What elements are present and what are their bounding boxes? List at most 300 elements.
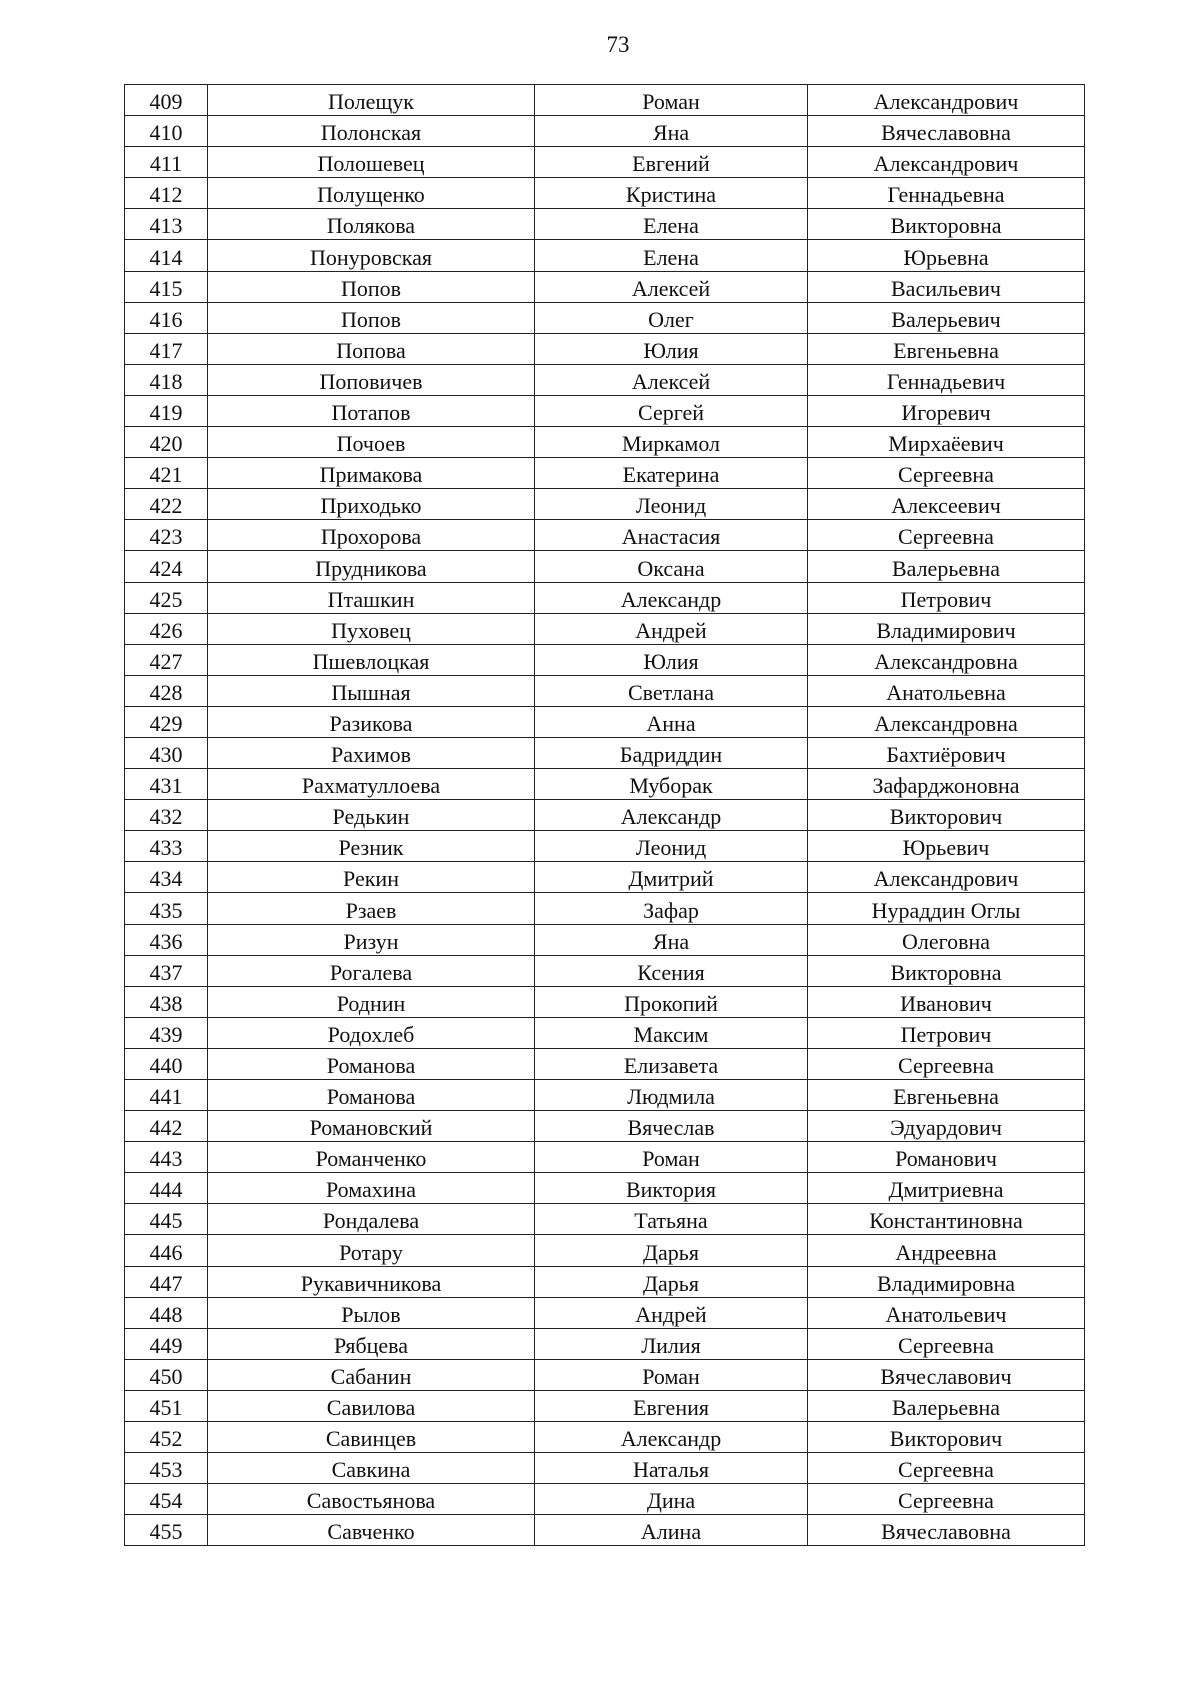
surname-cell-text: Рукавичникова xyxy=(300,1270,442,1296)
first-name-cell-text: Леонид xyxy=(635,835,707,861)
surname-cell xyxy=(208,147,535,178)
patronymic-cell-text: Вячеславович xyxy=(880,1363,1012,1389)
first-name-cell xyxy=(535,395,808,426)
first-name-cell xyxy=(535,271,808,302)
row-number-cell-text: 433 xyxy=(149,835,183,861)
patronymic-cell-text: Романович xyxy=(895,1146,997,1172)
table-row xyxy=(125,458,1085,489)
patronymic-cell-text: Александрович xyxy=(873,866,1019,892)
first-name-cell xyxy=(535,582,808,613)
surname-cell-text: Романченко xyxy=(315,1146,427,1172)
row-number-cell-text: 446 xyxy=(149,1239,183,1265)
patronymic-cell-text: Эдуардович xyxy=(890,1115,1002,1141)
surname-cell-text: Пышная xyxy=(331,679,411,705)
table-row xyxy=(125,1080,1085,1111)
surname-cell-text: Пуховец xyxy=(331,617,411,643)
first-name-cell-text: Дмитрий xyxy=(628,866,714,892)
surname-cell-text: Рылов xyxy=(341,1301,401,1327)
row-number-cell xyxy=(125,582,208,613)
patronymic-cell xyxy=(808,427,1085,458)
first-name-cell xyxy=(535,986,808,1017)
table-row xyxy=(125,862,1085,893)
table-row xyxy=(125,1515,1085,1546)
row-number-cell-text: 444 xyxy=(149,1177,183,1203)
row-number-cell-text: 455 xyxy=(149,1519,183,1545)
patronymic-cell-text: Юрьевна xyxy=(903,244,989,270)
first-name-cell-text: Оксана xyxy=(637,555,705,581)
surname-cell-text: Савкина xyxy=(331,1457,411,1483)
first-name-cell-text: Ксения xyxy=(637,959,705,985)
row-number-cell xyxy=(125,1235,208,1266)
patronymic-cell-text: Константиновна xyxy=(869,1208,1023,1234)
surname-cell xyxy=(208,1142,535,1173)
first-name-cell-text: Александр xyxy=(620,1426,722,1452)
patronymic-cell xyxy=(808,613,1085,644)
first-name-cell-text: Зафар xyxy=(643,897,699,923)
patronymic-cell xyxy=(808,364,1085,395)
patronymic-cell-text: Евгеньевна xyxy=(893,1084,999,1110)
table-row xyxy=(125,1484,1085,1515)
patronymic-cell-text: Сергеевна xyxy=(898,524,994,550)
row-number-cell xyxy=(125,427,208,458)
row-number-cell xyxy=(125,1453,208,1484)
surname-cell xyxy=(208,737,535,768)
patronymic-cell xyxy=(808,520,1085,551)
patronymic-cell-text: Викторовна xyxy=(890,213,1002,239)
patronymic-cell-text: Петрович xyxy=(900,586,992,612)
row-number-cell-text: 410 xyxy=(149,120,183,146)
row-number-cell-text: 439 xyxy=(149,1021,183,1047)
surname-cell-text: Понуровская xyxy=(310,244,432,270)
first-name-cell-text: Лилия xyxy=(641,1332,701,1358)
first-name-cell xyxy=(535,831,808,862)
surname-cell-text: Рзаев xyxy=(345,897,397,923)
table-row xyxy=(125,1453,1085,1484)
surname-cell xyxy=(208,769,535,800)
patronymic-cell-text: Викторович xyxy=(889,804,1003,830)
first-name-cell-text: Олег xyxy=(648,306,694,332)
patronymic-cell-text: Александрович xyxy=(873,151,1019,177)
row-number-cell-text: 421 xyxy=(149,462,183,488)
patronymic-cell xyxy=(808,1173,1085,1204)
row-number-cell xyxy=(125,706,208,737)
first-name-cell xyxy=(535,520,808,551)
surname-cell xyxy=(208,644,535,675)
first-name-cell-text: Роман xyxy=(642,89,700,115)
surname-cell xyxy=(208,240,535,271)
surname-cell xyxy=(208,1235,535,1266)
surname-cell-text: Редькин xyxy=(332,804,410,830)
table-row xyxy=(125,986,1085,1017)
surname-cell xyxy=(208,1173,535,1204)
row-number-cell xyxy=(125,1297,208,1328)
first-name-cell-text: Наталья xyxy=(632,1457,710,1483)
surname-cell xyxy=(208,1017,535,1048)
patronymic-cell xyxy=(808,489,1085,520)
first-name-cell xyxy=(535,1080,808,1111)
surname-cell xyxy=(208,1484,535,1515)
surname-cell-text: Полущенко xyxy=(317,182,425,208)
patronymic-cell xyxy=(808,644,1085,675)
table-row xyxy=(125,1142,1085,1173)
patronymic-cell xyxy=(808,1484,1085,1515)
first-name-cell xyxy=(535,209,808,240)
surname-cell xyxy=(208,427,535,458)
first-name-cell-text: Андрей xyxy=(635,1301,707,1327)
first-name-cell xyxy=(535,364,808,395)
patronymic-cell-text: Геннадьевич xyxy=(886,368,1006,394)
row-number-cell-text: 424 xyxy=(149,555,183,581)
table-row xyxy=(125,893,1085,924)
surname-cell-text: Потапов xyxy=(331,400,411,426)
first-name-cell xyxy=(535,644,808,675)
row-number-cell-text: 425 xyxy=(149,586,183,612)
patronymic-cell-text: Валерьевна xyxy=(891,1395,1001,1421)
row-number-cell-text: 445 xyxy=(149,1208,183,1234)
first-name-cell xyxy=(535,737,808,768)
row-number-cell-text: 423 xyxy=(149,524,183,550)
row-number-cell xyxy=(125,395,208,426)
row-number-cell xyxy=(125,1484,208,1515)
surname-cell-text: Романова xyxy=(326,1053,416,1078)
first-name-cell xyxy=(535,333,808,364)
first-name-cell xyxy=(535,1142,808,1173)
surname-cell-text: Рябцева xyxy=(333,1332,409,1358)
table-row xyxy=(125,1328,1085,1359)
surname-cell-text: Рахимов xyxy=(330,742,412,768)
table-row xyxy=(125,1297,1085,1328)
table-row xyxy=(125,1359,1085,1390)
row-number-cell xyxy=(125,333,208,364)
row-number-cell xyxy=(125,85,208,116)
table-row xyxy=(125,116,1085,147)
surname-cell xyxy=(208,706,535,737)
row-number-cell-text: 436 xyxy=(149,928,183,954)
surname-cell-text: Савченко xyxy=(327,1519,415,1545)
row-number-cell xyxy=(125,644,208,675)
first-name-cell-text: Андрей xyxy=(635,617,707,643)
row-number-cell-text: 416 xyxy=(149,306,183,332)
row-number-cell xyxy=(125,302,208,333)
first-name-cell-text: Юлия xyxy=(643,648,699,674)
surname-cell xyxy=(208,1048,535,1079)
patronymic-cell xyxy=(808,1453,1085,1484)
table-row xyxy=(125,520,1085,551)
table-row xyxy=(125,706,1085,737)
table-row xyxy=(125,1017,1085,1048)
surname-cell-text: Приходько xyxy=(320,493,422,519)
patronymic-cell xyxy=(808,675,1085,706)
surname-cell xyxy=(208,116,535,147)
row-number-cell-text: 452 xyxy=(149,1426,183,1452)
patronymic-cell xyxy=(808,551,1085,582)
patronymic-cell-text: Петрович xyxy=(900,1021,992,1047)
first-name-cell xyxy=(535,178,808,209)
first-name-cell-text: Виктория xyxy=(625,1177,717,1203)
surname-cell xyxy=(208,675,535,706)
table-row xyxy=(125,333,1085,364)
first-name-cell xyxy=(535,706,808,737)
patronymic-cell xyxy=(808,706,1085,737)
patronymic-cell xyxy=(808,1359,1085,1390)
first-name-cell xyxy=(535,1359,808,1390)
table-row xyxy=(125,582,1085,613)
row-number-cell xyxy=(125,520,208,551)
row-number-cell-text: 438 xyxy=(149,990,183,1016)
table-row xyxy=(125,1204,1085,1235)
patronymic-cell xyxy=(808,862,1085,893)
patronymic-cell xyxy=(808,893,1085,924)
surname-cell-text: Роднин xyxy=(336,990,406,1016)
patronymic-cell-text: Дмитриевна xyxy=(888,1177,1004,1203)
first-name-cell xyxy=(535,1515,808,1546)
surname-cell xyxy=(208,209,535,240)
row-number-cell xyxy=(125,769,208,800)
surname-cell xyxy=(208,364,535,395)
patronymic-cell xyxy=(808,271,1085,302)
row-number-cell xyxy=(125,1422,208,1453)
row-number-cell-text: 442 xyxy=(149,1115,183,1141)
surname-cell xyxy=(208,178,535,209)
surname-cell-text: Полещук xyxy=(328,89,414,115)
table-row xyxy=(125,1235,1085,1266)
surname-cell xyxy=(208,955,535,986)
first-name-cell xyxy=(535,116,808,147)
patronymic-cell xyxy=(808,831,1085,862)
surname-cell xyxy=(208,1080,535,1111)
patronymic-cell-text: Викторовна xyxy=(890,959,1002,985)
table-row xyxy=(125,675,1085,706)
patronymic-cell-text: Иванович xyxy=(900,990,992,1016)
table-row xyxy=(125,364,1085,395)
patronymic-cell-text: Бахтиёрович xyxy=(886,742,1006,768)
first-name-cell xyxy=(535,1111,808,1142)
row-number-cell-text: 411 xyxy=(149,151,183,177)
row-number-cell xyxy=(125,489,208,520)
patronymic-cell-text: Сергеевна xyxy=(898,1488,994,1514)
first-name-cell-text: Дина xyxy=(646,1488,696,1514)
row-number-cell xyxy=(125,178,208,209)
patronymic-cell-text: Игоревич xyxy=(901,400,991,426)
table-row xyxy=(125,955,1085,986)
patronymic-cell xyxy=(808,955,1085,986)
surname-cell-text: Попов xyxy=(340,306,402,332)
first-name-cell xyxy=(535,862,808,893)
row-number-cell-text: 429 xyxy=(149,710,183,736)
row-number-cell xyxy=(125,458,208,489)
surname-cell xyxy=(208,893,535,924)
first-name-cell-text: Максим xyxy=(633,1021,709,1047)
row-number-cell-text: 451 xyxy=(149,1395,183,1421)
row-number-cell xyxy=(125,1204,208,1235)
surname-cell-text: Ротару xyxy=(339,1239,403,1265)
first-name-cell xyxy=(535,1235,808,1266)
patronymic-cell-text: Сергеевна xyxy=(898,1457,994,1483)
surname-cell xyxy=(208,986,535,1017)
row-number-cell-text: 454 xyxy=(149,1488,183,1514)
row-number-cell-text: 412 xyxy=(149,182,183,208)
table-row xyxy=(125,240,1085,271)
surname-cell-text: Родохлеб xyxy=(327,1021,415,1047)
first-name-cell xyxy=(535,458,808,489)
names-table xyxy=(124,84,1085,1546)
patronymic-cell xyxy=(808,924,1085,955)
surname-cell-text: Резник xyxy=(338,835,404,861)
patronymic-cell-text: Сергеевна xyxy=(898,462,994,488)
patronymic-cell-text: Зафарджоновна xyxy=(872,773,1020,799)
surname-cell-text: Разикова xyxy=(329,710,413,736)
patronymic-cell xyxy=(808,1111,1085,1142)
surname-cell-text: Примакова xyxy=(319,462,423,488)
first-name-cell xyxy=(535,1204,808,1235)
surname-cell xyxy=(208,1453,535,1484)
row-number-cell-text: 420 xyxy=(149,431,183,457)
row-number-cell-text: 427 xyxy=(149,648,183,674)
surname-cell xyxy=(208,831,535,862)
row-number-cell xyxy=(125,1080,208,1111)
table-row xyxy=(125,1266,1085,1297)
first-name-cell xyxy=(535,1048,808,1079)
row-number-cell xyxy=(125,1173,208,1204)
table-row xyxy=(125,395,1085,426)
first-name-cell-text: Миркамол xyxy=(621,431,721,457)
surname-cell-text: Романова xyxy=(326,1084,416,1110)
first-name-cell-text: Екатерина xyxy=(622,462,720,488)
first-name-cell-text: Роман xyxy=(642,1146,700,1172)
first-name-cell xyxy=(535,1266,808,1297)
row-number-cell xyxy=(125,1048,208,1079)
surname-cell-text: Ризун xyxy=(343,928,399,954)
surname-cell xyxy=(208,582,535,613)
row-number-cell xyxy=(125,240,208,271)
surname-cell xyxy=(208,800,535,831)
first-name-cell xyxy=(535,893,808,924)
surname-cell xyxy=(208,520,535,551)
surname-cell xyxy=(208,1422,535,1453)
patronymic-cell-text: Анатольевич xyxy=(885,1301,1007,1327)
first-name-cell xyxy=(535,427,808,458)
first-name-cell-text: Елена xyxy=(643,244,699,270)
first-name-cell-text: Яна xyxy=(652,120,690,146)
row-number-cell xyxy=(125,1328,208,1359)
row-number-cell xyxy=(125,147,208,178)
row-number-cell-text: 447 xyxy=(149,1270,183,1296)
first-name-cell-text: Роман xyxy=(642,1363,700,1389)
first-name-cell-text: Юлия xyxy=(643,337,699,363)
first-name-cell-text: Сергей xyxy=(638,400,704,426)
surname-cell xyxy=(208,1390,535,1421)
row-number-cell xyxy=(125,551,208,582)
surname-cell-text: Полонская xyxy=(320,120,422,146)
surname-cell-text: Прудникова xyxy=(315,555,427,581)
first-name-cell-text: Людмила xyxy=(627,1084,715,1110)
row-number-cell-text: 443 xyxy=(149,1146,183,1172)
patronymic-cell xyxy=(808,1266,1085,1297)
patronymic-cell-text: Владимировна xyxy=(876,1270,1015,1296)
surname-cell-text: Рекин xyxy=(343,866,399,892)
patronymic-cell-text: Евгеньевна xyxy=(893,337,999,363)
row-number-cell xyxy=(125,1359,208,1390)
first-name-cell-text: Евгений xyxy=(632,151,710,177)
patronymic-cell-text: Вячеславовна xyxy=(881,1519,1011,1545)
patronymic-cell-text: Юрьевич xyxy=(902,835,990,861)
patronymic-cell-text: Александровна xyxy=(874,710,1018,736)
surname-cell-text: Рогалева xyxy=(329,959,413,985)
patronymic-cell xyxy=(808,1204,1085,1235)
row-number-cell-text: 449 xyxy=(149,1332,183,1358)
patronymic-cell xyxy=(808,1390,1085,1421)
row-number-cell-text: 450 xyxy=(149,1363,183,1389)
row-number-cell-text: 418 xyxy=(149,368,183,394)
table-row xyxy=(125,1390,1085,1421)
surname-cell xyxy=(208,924,535,955)
patronymic-cell-text: Васильевич xyxy=(891,275,1001,301)
first-name-cell-text: Дарья xyxy=(643,1270,699,1296)
patronymic-cell xyxy=(808,1142,1085,1173)
table-row xyxy=(125,209,1085,240)
row-number-cell xyxy=(125,1111,208,1142)
table-row xyxy=(125,271,1085,302)
row-number-cell-text: 417 xyxy=(149,337,183,363)
surname-cell-text: Пшевлоцкая xyxy=(312,648,430,674)
row-number-cell-text: 448 xyxy=(149,1301,183,1327)
patronymic-cell xyxy=(808,1328,1085,1359)
first-name-cell xyxy=(535,1173,808,1204)
surname-cell-text: Рахматуллоева xyxy=(301,773,441,799)
surname-cell xyxy=(208,1328,535,1359)
surname-cell xyxy=(208,302,535,333)
first-name-cell xyxy=(535,1422,808,1453)
first-name-cell-text: Леонид xyxy=(635,493,707,519)
surname-cell xyxy=(208,1515,535,1546)
table-row xyxy=(125,302,1085,333)
row-number-cell xyxy=(125,737,208,768)
table-row xyxy=(125,1422,1085,1453)
first-name-cell-text: Дарья xyxy=(643,1239,699,1265)
row-number-cell-text: 413 xyxy=(149,213,183,239)
table-row xyxy=(125,178,1085,209)
surname-cell-text: Попов xyxy=(340,275,402,301)
surname-cell xyxy=(208,1204,535,1235)
first-name-cell xyxy=(535,1017,808,1048)
row-number-cell-text: 435 xyxy=(149,897,183,923)
first-name-cell-text: Анастасия xyxy=(621,524,721,550)
row-number-cell-text: 437 xyxy=(149,959,183,985)
row-number-cell-text: 430 xyxy=(149,742,183,768)
patronymic-cell xyxy=(808,986,1085,1017)
patronymic-cell-text: Вячеславовна xyxy=(881,120,1011,146)
first-name-cell-text: Муборак xyxy=(629,773,713,799)
row-number-cell xyxy=(125,675,208,706)
surname-cell xyxy=(208,1111,535,1142)
first-name-cell xyxy=(535,675,808,706)
patronymic-cell xyxy=(808,1017,1085,1048)
table-row xyxy=(125,800,1085,831)
patronymic-cell xyxy=(808,737,1085,768)
first-name-cell xyxy=(535,1390,808,1421)
surname-cell-text: Романовский xyxy=(309,1115,433,1141)
first-name-cell-text: Елена xyxy=(643,213,699,239)
patronymic-cell xyxy=(808,800,1085,831)
first-name-cell xyxy=(535,1453,808,1484)
row-number-cell-text: 431 xyxy=(149,773,183,799)
table-row xyxy=(125,644,1085,675)
row-number-cell-text: 440 xyxy=(149,1053,183,1078)
surname-cell xyxy=(208,1359,535,1390)
row-number-cell-text: 432 xyxy=(149,804,183,830)
row-number-cell-text: 409 xyxy=(149,89,183,115)
patronymic-cell xyxy=(808,240,1085,271)
